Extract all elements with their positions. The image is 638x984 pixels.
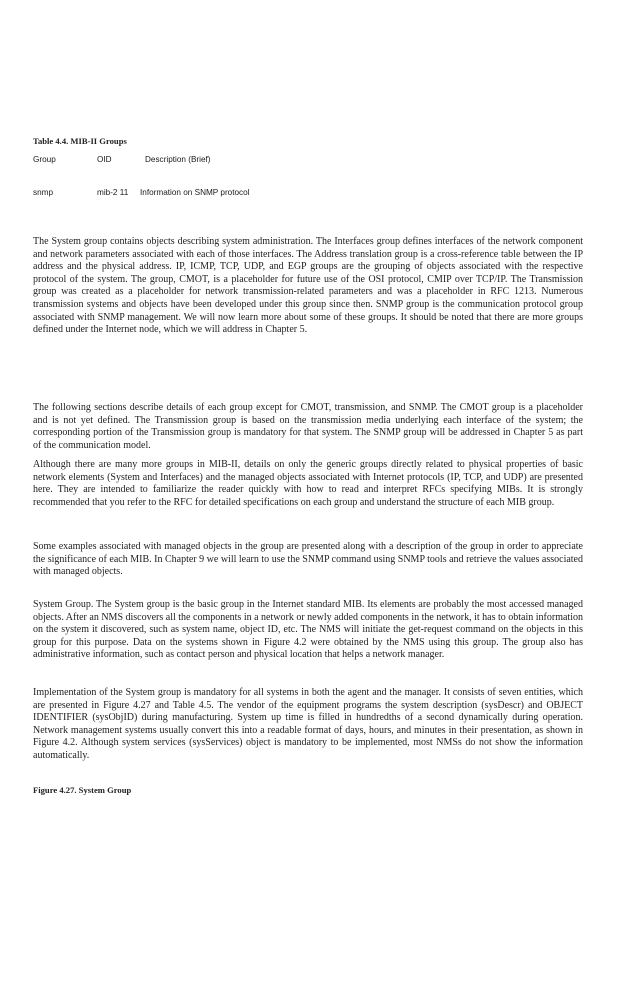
- table-cell-group: snmp: [33, 188, 54, 197]
- paragraph-generic-groups: [33, 459, 583, 522]
- paragraph-examples: [33, 541, 583, 591]
- table-caption: Table 4.4. MIB-II Groups: [33, 136, 127, 146]
- table-header-description: Description (Brief): [145, 155, 211, 164]
- table-header-oid: OID: [97, 155, 112, 164]
- paragraph: System Group. The System group is the basic group in the Internet standard MIB. Its elements are probably the most accessed managed objects. After an NMS discovers all the components in a network or newly added components in the network, it has to obtain information on the system it discovered, such as system name, object ID, etc. The NMS will initiate the get-request command on the objects in this group for this purpose. Data on the systems shown in Figure 4.2 were obtained by the NMS using this group. The group also has administrative information, such as contact person and physical location that helps a network manager.: [33, 599, 583, 661]
- paragraph-mib-groups-overview: [33, 236, 583, 349]
- paragraph: Implementation of the System group is mandatory for all systems in both the agent and the manager. It consists of seven entities, which are presented in Figure 4.27 and Table 4.5. The vendor of the equipment programs the system description (sysDescr) and OBJECT IDENTIFIER (sysObjID) during manufacturing. System up time is filled in hundredths of a second dynamically during operation. Network management systems usually convert this into a readable format of days, hours, and minutes in their presentation, as shown in Figure 4.2. Although system services (sysServices) object is mandatory to be implemented, most NMSs do not show the information automatically.: [33, 687, 583, 761]
- paragraph-sections-description: [33, 402, 583, 465]
- table-cell-description: Information on SNMP protocol: [140, 188, 250, 197]
- paragraph: Although there are many more groups in MIB-II, details on only the generic groups directly related to physical properties of basic network elements (System and Interfaces) and the managed objects associated with Internet protocols (IP, TCP, and UDP) are presented here. They are intended to familiarize the reader quickly with how to read and interpret RFCs specifying MIBs. It is strongly recommended that you refer to the RFC for detailed specifications on each group and understand the structure of each MIB group.: [33, 459, 583, 508]
- figure-caption: Figure 4.27. System Group: [33, 785, 132, 795]
- paragraph: The System group contains objects describing system administration. The Interfaces group defines interfaces of the network component and network parameters associated with each of those interfaces. The Address translation group is a cross-reference table between the IP address and the physical address. IP, ICMP, TCP, UDP, and EGP groups are the grouping of objects associated with the respective protocol of the system. The group, CMOT, is a placeholder for future use of the OSI protocol, CMIP over TCP/IP. The Transmission group was created as a placeholder for network transmission-related parameters and was a placeholder in RFC 1213. Numerous transmission systems and objects have been developed under this group since then. SNMP group is the communication protocol group associated with SNMP management. We will now learn more about some of these groups. It should be noted that there are more groups defined under the Internet node, which we will address in Chapter 5.: [33, 236, 583, 336]
- paragraph-system-group-implementation: [33, 687, 583, 775]
- table-header-group: Group: [33, 155, 56, 164]
- paragraph: The following sections describe details of each group except for CMOT, transmission, and SNMP. The CMOT group is a placeholder and is not yet defined. The Transmission group is based on the transmission media underlying each interface of the system; the corresponding portion of the Transmission group is mandatory for that system. The SNMP group will be addressed in Chapter 5 as part of the communication model.: [33, 402, 583, 451]
- paragraph: Some examples associated with managed objects in the group are presented along with a description of the group in order to appreciate the significance of each MIB. In Chapter 9 we will learn to use the SNMP command using SNMP tools and retrieve the values associated with managed objects.: [33, 541, 583, 578]
- paragraph-system-group: [33, 599, 583, 674]
- table-cell-oid: mib-2 11: [97, 188, 129, 197]
